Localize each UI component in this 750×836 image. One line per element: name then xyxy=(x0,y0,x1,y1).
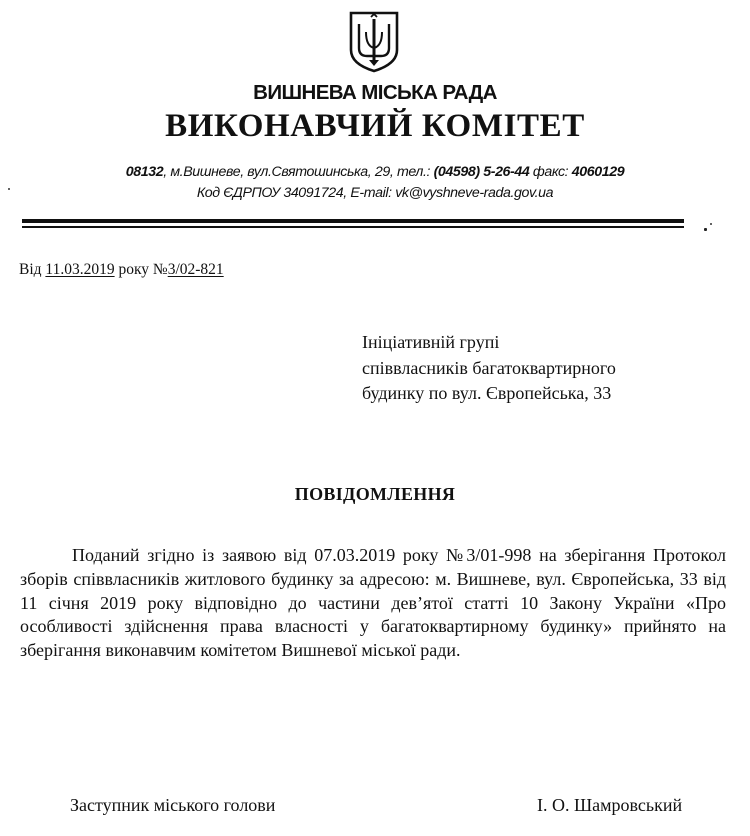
phone-number: (04598) 5-26-44 xyxy=(433,164,530,180)
fax-label: факс: xyxy=(529,164,572,180)
recipient-line: будинку по вул. Європейська, 33 xyxy=(362,383,612,403)
signatory-name: І. О. Шамровський xyxy=(537,795,683,815)
council-name: ВИШНЕВА МІСЬКА РАДА xyxy=(253,81,497,104)
reference-date: 11.03.2019 xyxy=(45,261,115,278)
postcode: 08132 xyxy=(125,164,164,180)
scan-speck xyxy=(8,188,10,190)
recipient-line: Ініціативній групі xyxy=(362,332,500,352)
outgoing-reference xyxy=(19,260,224,280)
reference-number: 3/02-821 xyxy=(167,261,224,278)
signatory-title: Заступник міського голови xyxy=(70,795,276,815)
fax-number: 4060129 xyxy=(571,164,625,180)
reference-year-label: року № xyxy=(114,261,168,278)
recipient-block xyxy=(362,330,616,407)
header-divider-thick xyxy=(22,219,684,223)
reference-from-label: Від xyxy=(19,261,46,278)
committee-name: ВИКОНАВЧИЙ КОМІТЕТ xyxy=(165,108,585,144)
address-line xyxy=(0,162,750,182)
scan-speck xyxy=(704,228,707,231)
body-paragraph: Поданий згідно із заявою від 07.03.2019 року №3/01-998 на зберігання Протокол зборів співвласників житлового будинку за адресою: м. Вишневе, вул. Європейська, 33 від 11 січня 2019 року відповідно до частини дев’ятої статті 10 Закону України «Про особливості здійснення права власності у багатоквартирному будинку» прийнято на зберігання виконавчим комітетом Вишневої міської ради. xyxy=(20,545,726,661)
address-text: , м.Вишневе, вул.Святошинська, 29, тел.: xyxy=(163,164,434,180)
recipient-line: співвласників багатоквартирного xyxy=(362,357,616,378)
header-divider-thin xyxy=(22,226,684,228)
document-title: ПОВІДОМЛЕННЯ xyxy=(294,484,456,504)
edrpou-email-line: Код ЄДРПОУ 34091724, E-mail: vk@vyshneve-rada.gov.ua xyxy=(196,185,554,201)
scan-speck xyxy=(710,223,712,225)
trident-icon xyxy=(347,10,401,74)
